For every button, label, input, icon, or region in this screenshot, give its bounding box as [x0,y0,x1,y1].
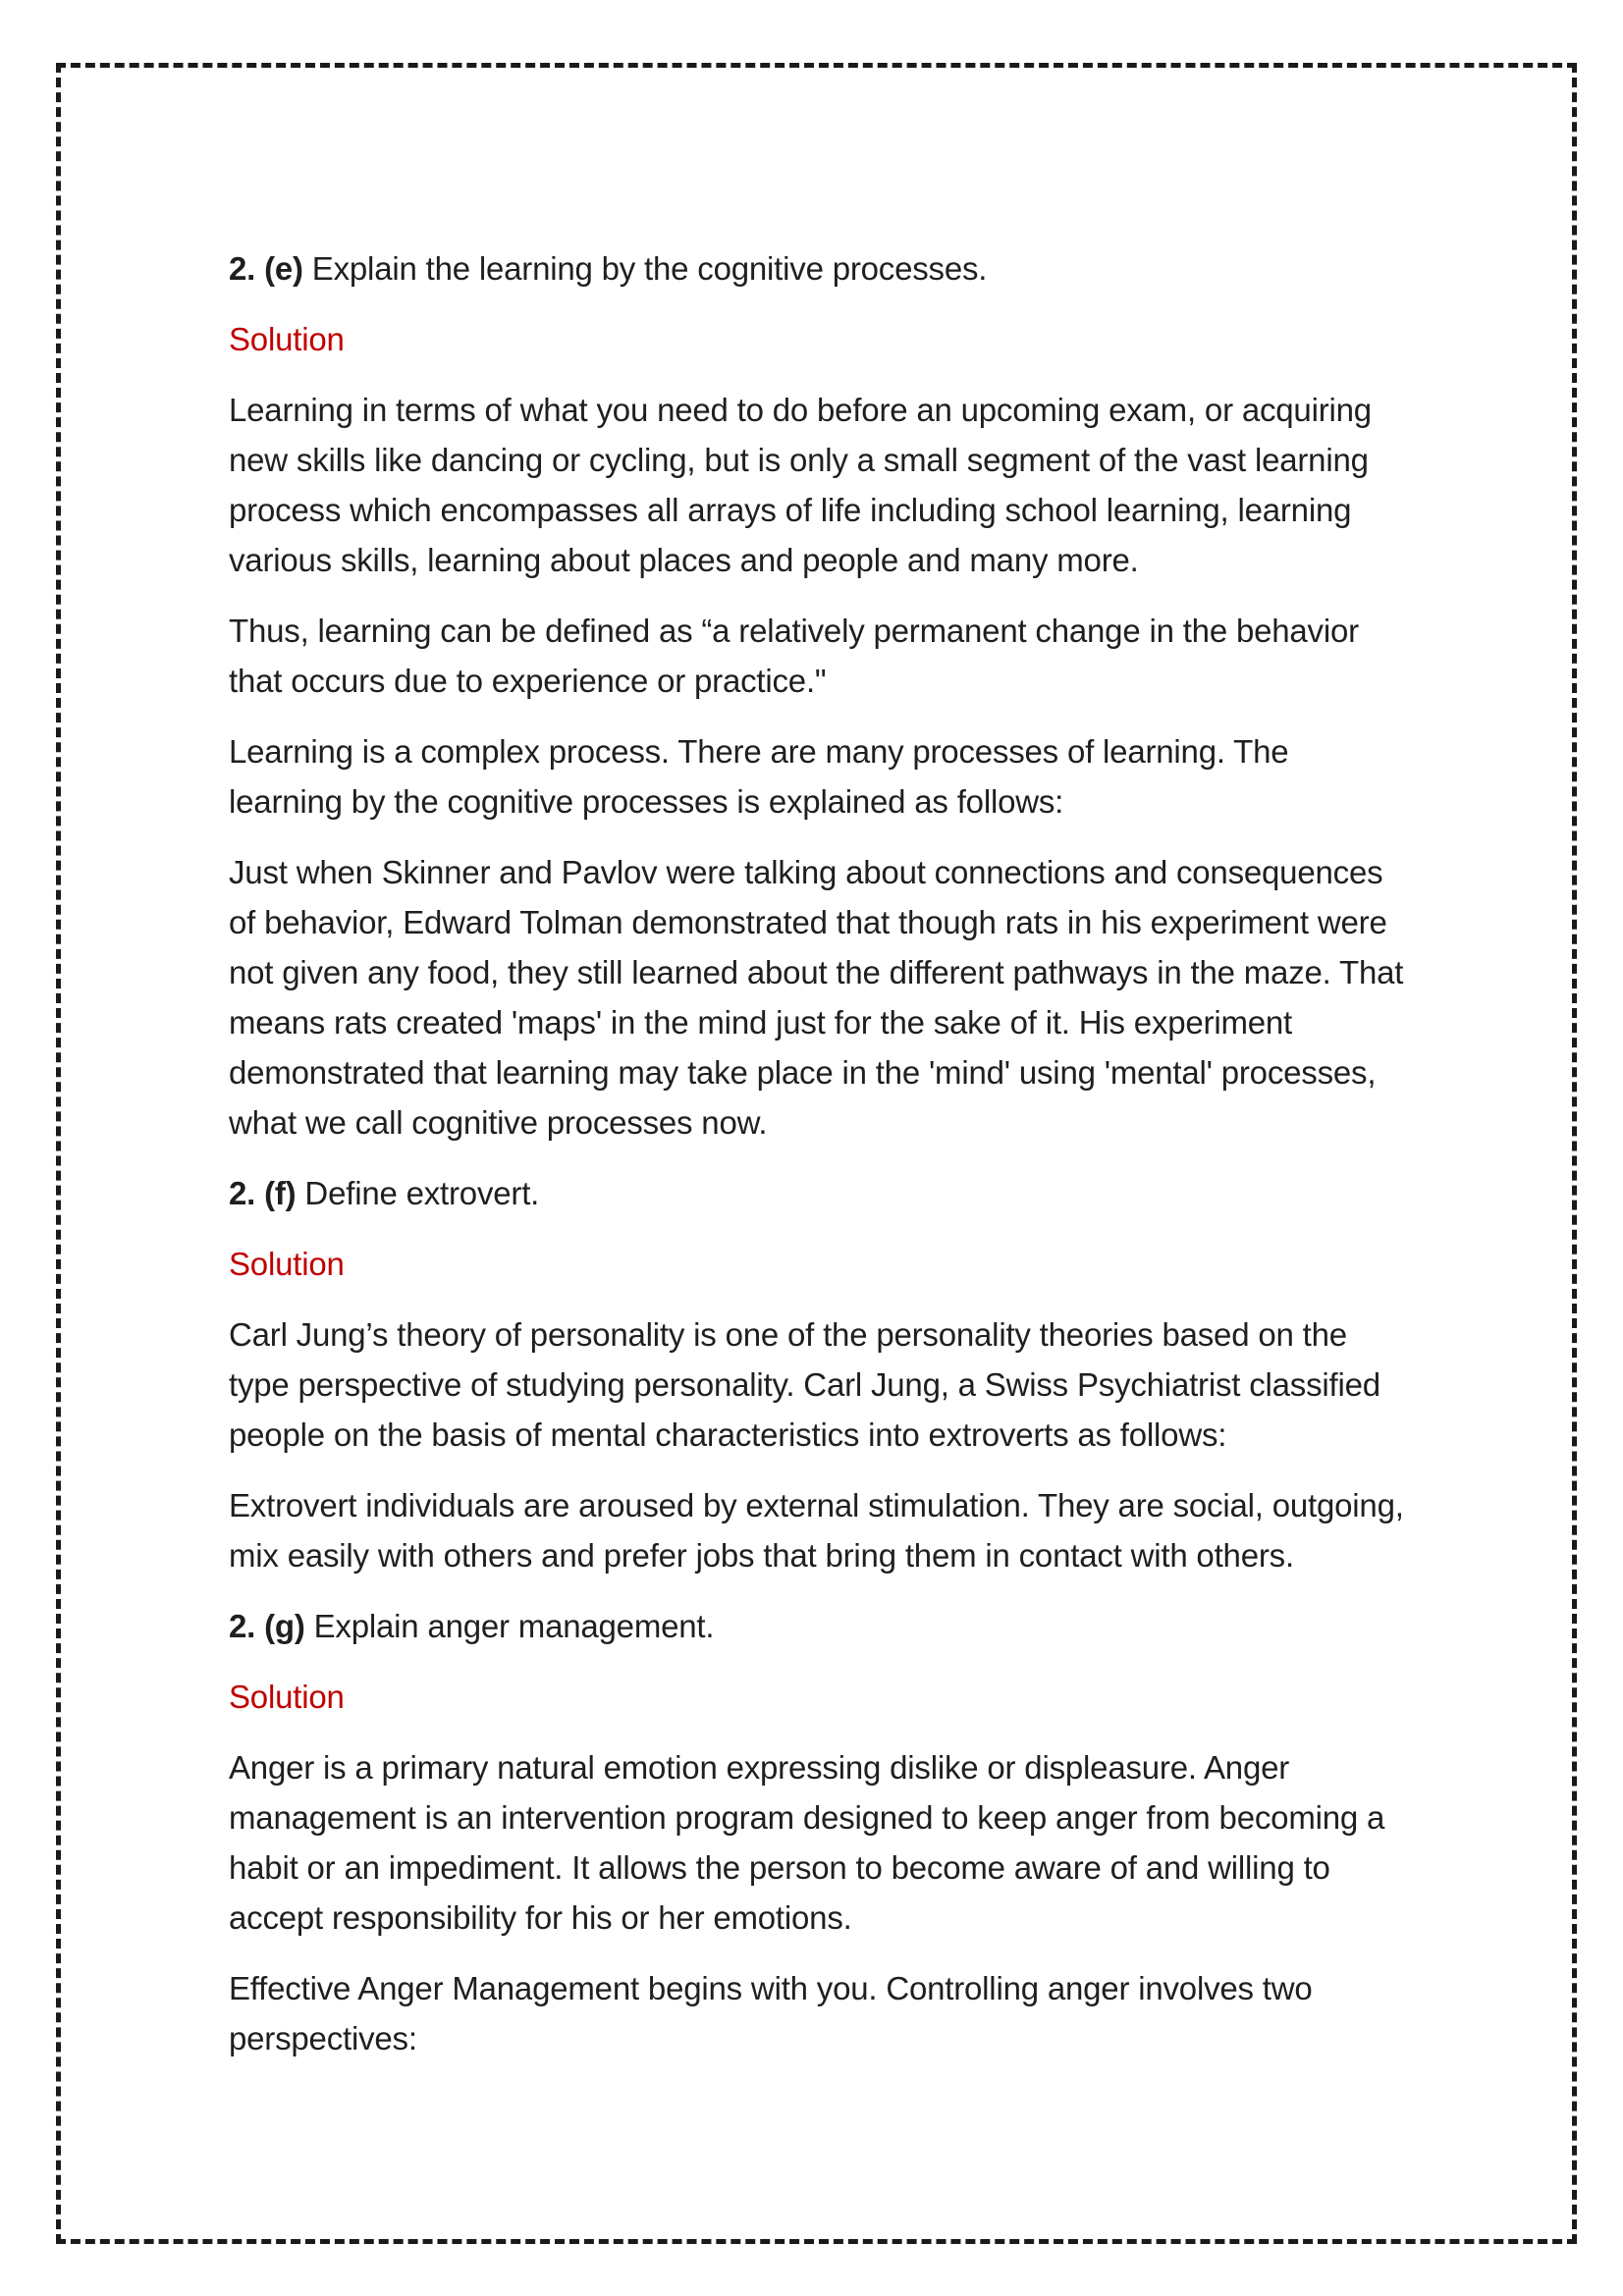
answer-paragraph: Learning in terms of what you need to do before an upcoming exam, or acquiring new skills like dancing or cycling, but is only a small segment of the vast learning process which encompasses all arrays of life including school learning, learning various skills, learning about places and people and many more. [229,392,1372,578]
solution-heading: Solution [229,1679,345,1715]
question-2g [229,1601,1407,1651]
question-2f [229,1168,1407,1218]
question-number: 2. (f) [229,1175,297,1211]
solution-heading: Solution [229,321,345,357]
question-2e [229,243,1407,294]
question-text: Explain the learning by the cognitive processes. [302,250,988,287]
answer-paragraph: Learning is a complex process. There are many processes of learning. The learning by the cognitive processes is explained as follows: [229,733,1289,820]
solution-heading: Solution [229,1246,345,1282]
answer-paragraph: Effective Anger Management begins with you. Controlling anger involves two perspectives: [229,1970,1313,2056]
answer-paragraph: Carl Jung’s theory of personality is one of the personality theories based on the type perspective of studying personality. Carl Jung, a Swiss Psychiatrist classified people on the basis of mental characteristics into extroverts as follows: [229,1316,1380,1453]
question-text: Define extrovert. [296,1175,540,1211]
question-text: Explain anger management. [304,1608,715,1644]
answer-paragraph: Anger is a primary natural emotion expressing dislike or displeasure. Anger management is an intervention program designed to keep anger from becoming a habit or an impediment. It allows the person to become aware of and willing to accept responsibility for his or her emotions. [229,1749,1385,1936]
page-content [229,243,1407,2063]
answer-paragraph: Thus, learning can be defined as “a relatively permanent change in the behavior that occurs due to experience or practice." [229,613,1359,699]
answer-paragraph: Just when Skinner and Pavlov were talking about connections and consequences of behavior, Edward Tolman demonstrated that though rats in his experiment were not given any food, they still learned about the different pathways in the maze. That means rats created 'maps' in the mind just for the sake of it. His experiment demonstrated that learning may take place in the 'mind' using 'mental' processes, what we call cognitive processes now. [229,854,1404,1141]
answer-paragraph: Extrovert individuals are aroused by external stimulation. They are social, outgoing, mix easily with others and prefer jobs that bring them in contact with others. [229,1487,1404,1574]
question-number: 2. (g) [229,1608,305,1644]
question-number: 2. (e) [229,250,303,287]
